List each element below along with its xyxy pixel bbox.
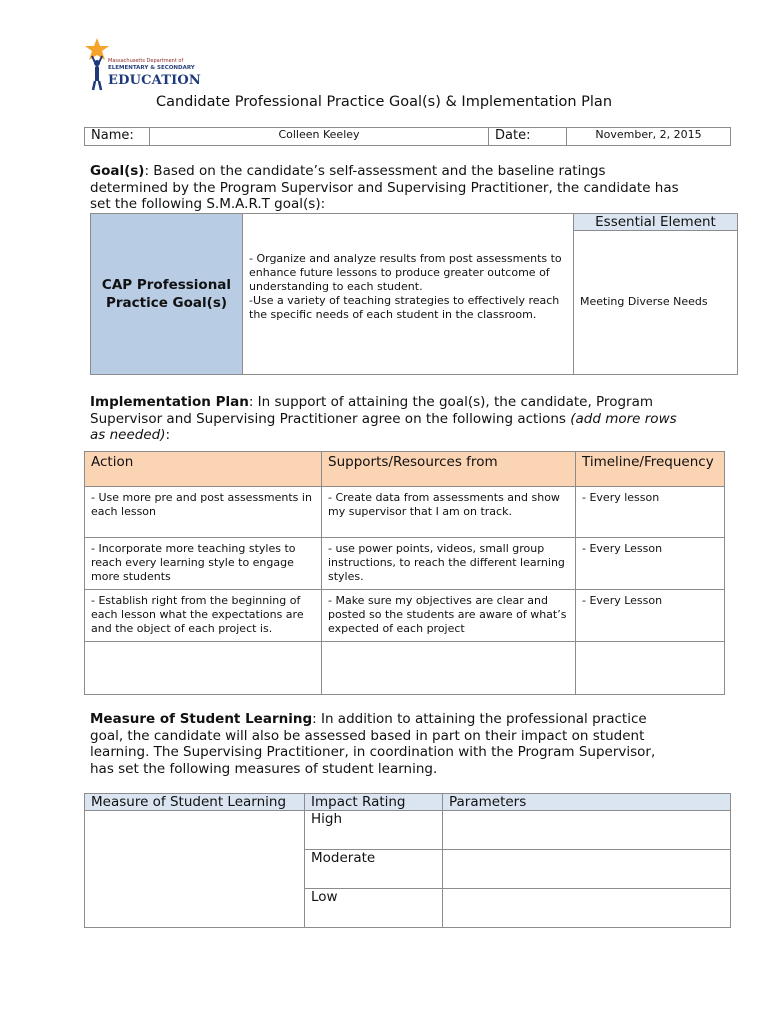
header-measure: Measure of Student Learning	[85, 794, 305, 811]
table-row	[85, 487, 725, 538]
action-cell: - Incorporate more teaching styles to reach every learning style to engage more students	[85, 538, 322, 590]
header-action: Action	[85, 452, 322, 487]
measure-intro-bold: Measure of Student Learning	[90, 711, 313, 727]
action-cell	[85, 642, 322, 695]
goal-text	[243, 214, 574, 375]
name-date-table	[84, 127, 731, 146]
supports-cell	[322, 642, 576, 695]
header-impact-rating: Impact Rating	[305, 794, 443, 811]
goal-table	[90, 213, 738, 375]
implementation-intro-text: : In support of attaining the goal(s), the candidate, Program Supervisor and Supervising Practitioner agree on the following actions	[90, 394, 653, 427]
goal-line-1: - Organize and analyze results from post assessments to enhance future lessons to produce greater outcome of understanding to each student.	[249, 252, 562, 293]
cap-goal-label	[91, 214, 243, 375]
table-row	[85, 642, 725, 695]
supports-cell: - Make sure my objectives are clear and posted so the students are aware of what’s expected of each project	[322, 590, 576, 642]
parameters-cell	[443, 811, 731, 850]
logo-line-2: ELEMENTARY & SECONDARY	[108, 65, 195, 71]
parameters-cell	[443, 889, 731, 928]
essential-element-header: Essential Element	[574, 214, 738, 231]
goal-line-2: -Use a variety of teaching strategies to effectively reach the specific needs of each student in the classroom.	[249, 294, 560, 321]
timeline-cell	[576, 642, 725, 695]
parameters-cell	[443, 850, 731, 889]
table-row	[85, 590, 725, 642]
timeline-cell: - Every Lesson	[576, 538, 725, 590]
goals-intro-bold: Goal(s)	[90, 163, 145, 179]
measure-cell	[85, 811, 305, 928]
logo-line-1: Massachusetts Department of	[108, 58, 184, 64]
essential-element-value: Meeting Diverse Needs	[574, 231, 738, 375]
rating-low: Low	[305, 889, 443, 928]
timeline-cell: - Every lesson	[576, 487, 725, 538]
rating-high: High	[305, 811, 443, 850]
implementation-intro	[90, 394, 680, 444]
implementation-intro-italic: (add more rows as needed)	[90, 410, 677, 443]
action-cell: - Use more pre and post assessments in each lesson	[85, 487, 322, 538]
measure-table	[84, 793, 731, 928]
document-title: Candidate Professional Practice Goal(s) & Implementation Plan	[155, 94, 613, 110]
header-timeline: Timeline/Frequency	[576, 452, 725, 487]
date-label: Date:	[489, 128, 567, 146]
action-cell: - Establish right from the beginning of each lesson what the expectations are and the object of each project is.	[85, 590, 322, 642]
goals-intro	[90, 163, 680, 213]
logo-line-3: EDUCATION	[108, 73, 202, 88]
implementation-intro-end: :	[165, 427, 171, 443]
supports-cell: - use power points, videos, small group instructions, to reach the different learning styles.	[322, 538, 576, 590]
name-label: Name:	[85, 128, 150, 146]
dese-logo	[82, 36, 202, 94]
header-supports: Supports/Resources from	[322, 452, 576, 487]
implementation-table	[84, 451, 725, 695]
measure-intro-text: : In addition to attaining the professional practice goal, the candidate will also be assessed based in part on their impact on student learning. The Supervising Practitioner, in coordination with the Program Supervisor, has set the following measures of student learning.	[90, 711, 656, 777]
timeline-cell: - Every Lesson	[576, 590, 725, 642]
date-value: November, 2, 2015	[567, 128, 731, 146]
name-value: Colleen Keeley	[150, 128, 489, 146]
measure-intro	[90, 711, 680, 777]
goals-intro-text: : Based on the candidate’s self-assessment and the baseline ratings determined by the Program Supervisor and Supervising Practitioner, the candidate has set the following S.M.A.R.T goal(s):	[90, 163, 679, 212]
cap-goal-label-text: CAP Professional Practice Goal(s)	[101, 277, 232, 311]
header-parameters: Parameters	[443, 794, 731, 811]
supports-cell: - Create data from assessments and show my supervisor that I am on track.	[322, 487, 576, 538]
rating-moderate: Moderate	[305, 850, 443, 889]
implementation-intro-bold: Implementation Plan	[90, 394, 249, 410]
table-row	[85, 811, 731, 850]
table-row	[85, 538, 725, 590]
